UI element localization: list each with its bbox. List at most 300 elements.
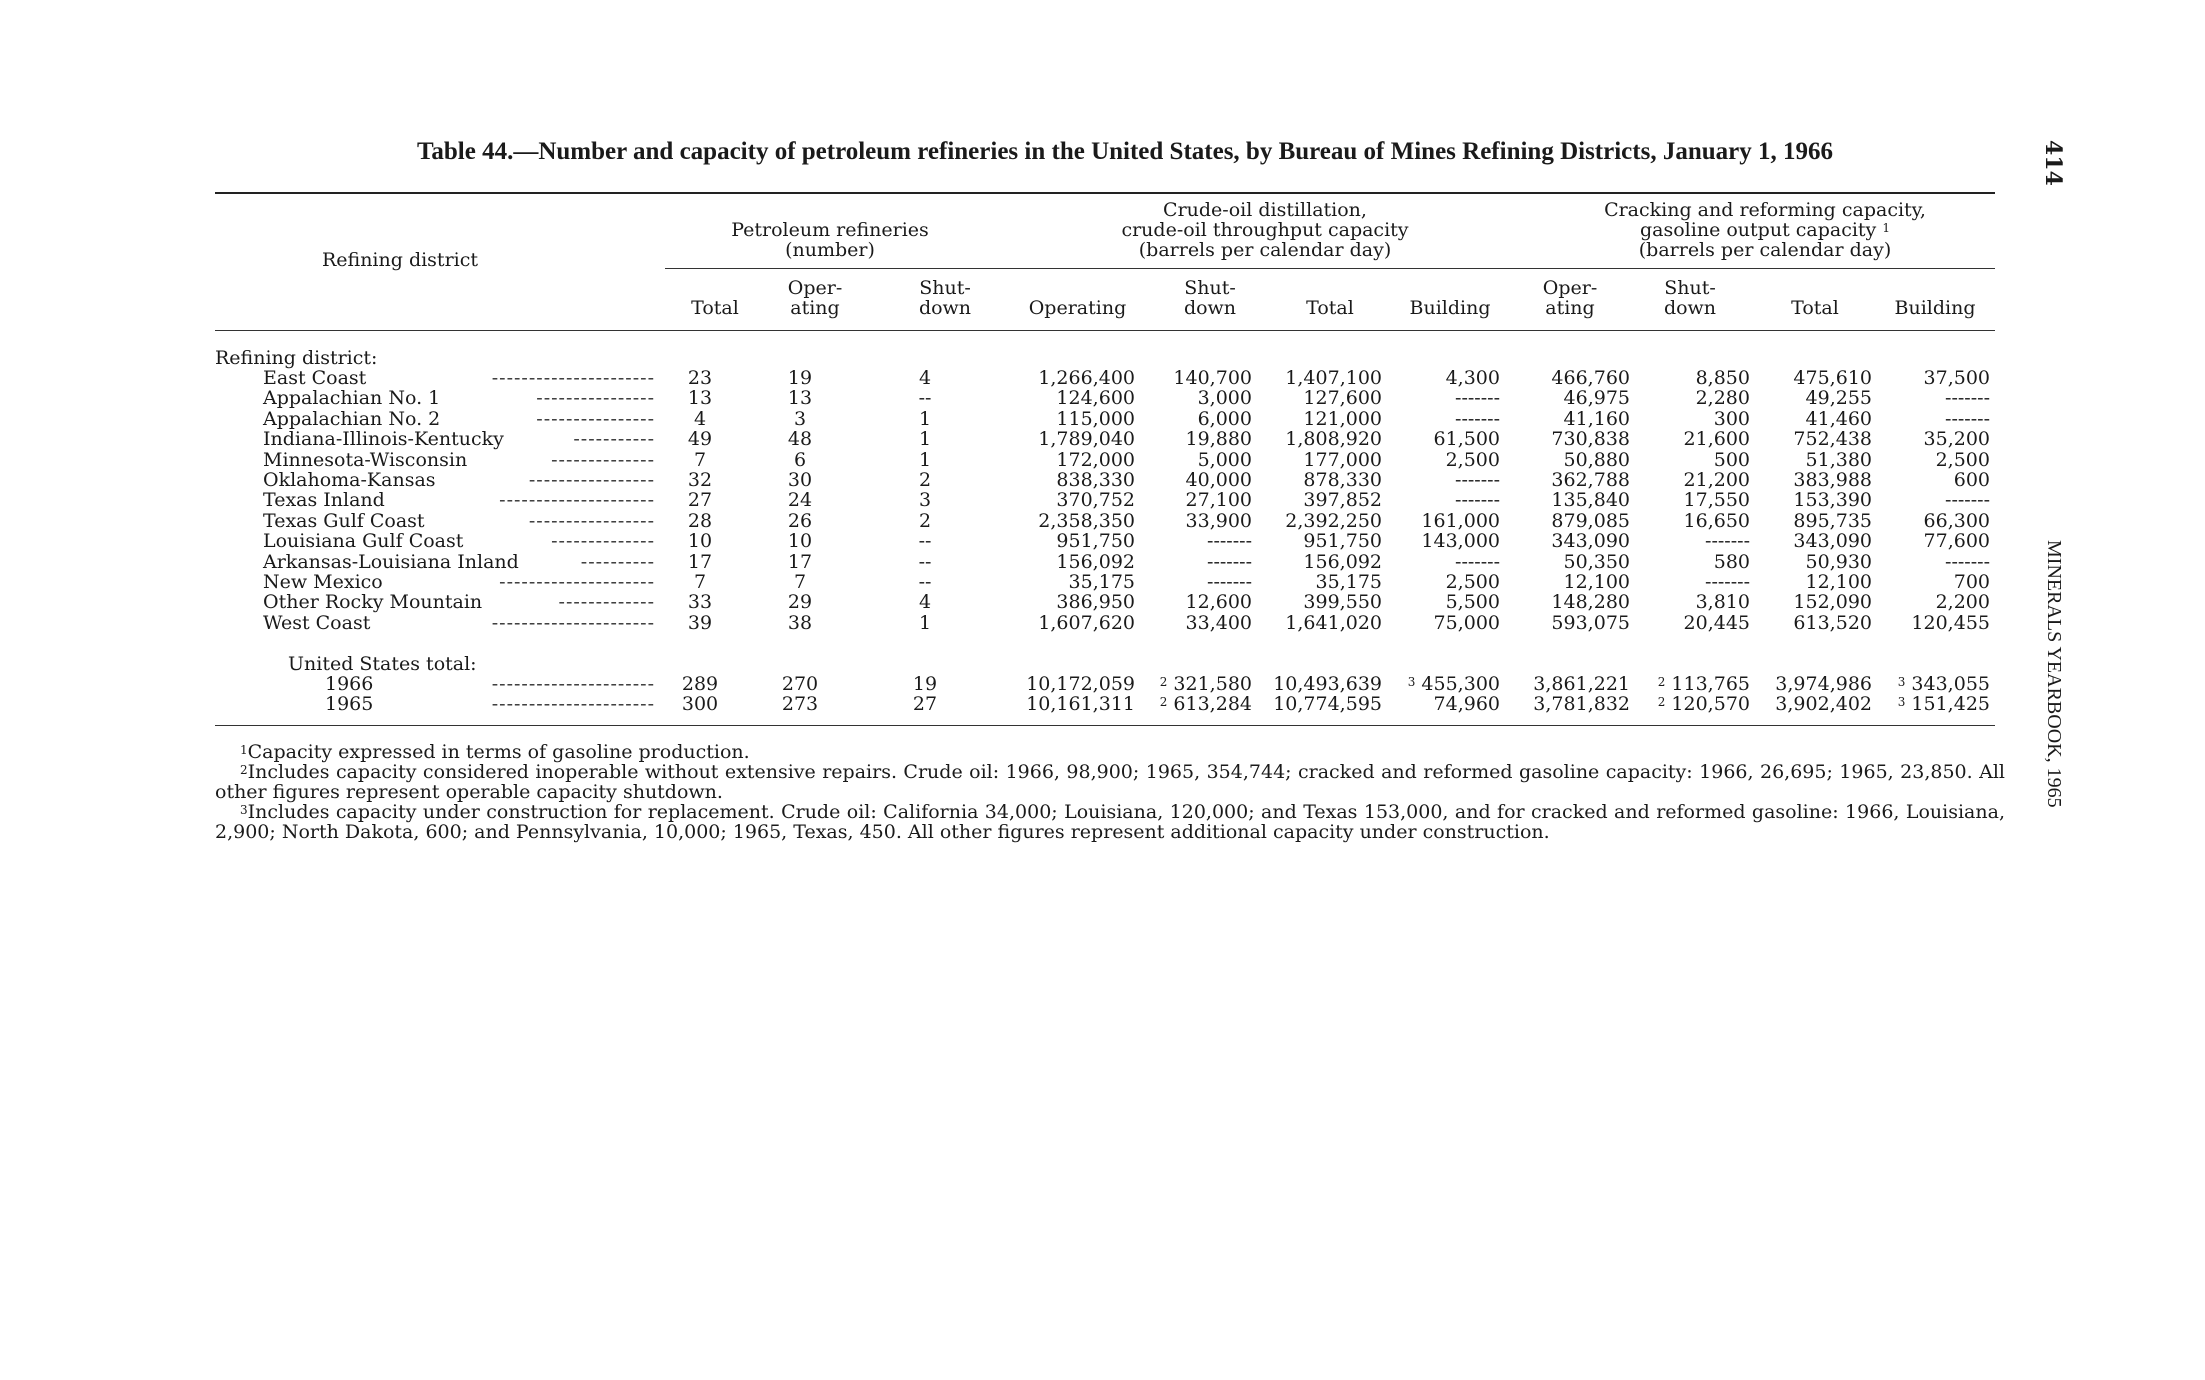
cell-g-build <box>1911 613 1990 633</box>
row-label: Indiana-Illinois-Kentucky <box>263 428 504 451</box>
cell-shutdown <box>895 409 955 429</box>
cell-operating <box>770 511 830 531</box>
cell-value: ------- <box>1945 407 1990 430</box>
cell-value: 13 <box>787 387 813 410</box>
cell-c-total <box>1316 572 1382 592</box>
cell-c-oper <box>1026 674 1135 694</box>
cell-value: 10,172,059 <box>1026 673 1135 695</box>
cell-value: 50,350 <box>1563 550 1630 573</box>
cell-g-shut <box>1696 368 1750 388</box>
cell-value: 115,000 <box>1056 407 1135 430</box>
cell-shutdown <box>895 674 955 694</box>
cell-c-total <box>1285 429 1382 449</box>
col-gas-total: Total <box>1791 297 1839 319</box>
cell-value: 74,960 <box>1433 693 1500 716</box>
page-number: 414 <box>2040 140 2066 186</box>
cell-value: 730,838 <box>1551 428 1630 451</box>
cell-c-total <box>1285 613 1382 633</box>
cell-c-oper <box>1056 409 1135 429</box>
dot-leader: ---------------------- <box>491 673 655 695</box>
cell-c-shut <box>1186 470 1252 490</box>
footnote-3 <box>215 802 2005 842</box>
cell-g-oper <box>1551 368 1630 388</box>
cell-value: 386,950 <box>1056 591 1135 614</box>
cell-value: 1,407,100 <box>1285 367 1382 389</box>
cell-shutdown <box>895 388 955 408</box>
cell-total <box>670 674 730 694</box>
col-oper-l1: Oper- <box>787 277 843 299</box>
cell-value: 177,000 <box>1303 448 1382 471</box>
cell-value: 273 <box>781 693 819 716</box>
cell-value: 580 <box>1713 550 1750 573</box>
cell-c-shut <box>1207 572 1252 592</box>
cell-value: 10,493,639 <box>1273 673 1382 695</box>
cell-g-build <box>1945 388 1990 408</box>
cell-value: 49,255 <box>1805 387 1872 410</box>
cell-g-total <box>1806 409 1872 429</box>
cell-value: 20,445 <box>1683 611 1750 634</box>
cell-value: 41,160 <box>1563 407 1630 430</box>
cell-c-total <box>1303 409 1382 429</box>
footnote-2-text: Includes capacity considered inoperable without extensive repairs. Crude oil: 1966, 98,900; 1965, 354,744; cracked and reformed gasoline capacity: 1966, 26,695; 1965, 23,850. All other figures represent operable capacity shutdown. <box>215 761 2005 803</box>
cell-operating <box>770 409 830 429</box>
cell-value: ------- <box>1207 550 1252 573</box>
cell-value: 172,000 <box>1056 448 1135 471</box>
cell-g-build <box>1936 592 1990 612</box>
cell-value: 46,975 <box>1563 387 1630 410</box>
row-label: Minnesota-Wisconsin <box>263 448 468 471</box>
col-total: Total <box>691 297 739 319</box>
cell-value: 4 <box>693 407 707 430</box>
table-row <box>0 674 2205 694</box>
cell-c-build <box>1455 490 1500 510</box>
row-label: Oklahoma-Kansas <box>263 469 436 491</box>
cell-value: 23 <box>687 367 713 389</box>
dot-leader: ---------- <box>580 550 655 573</box>
cell-value: -- <box>918 550 932 573</box>
cell-value: 38 <box>787 611 813 634</box>
table-row <box>0 613 2205 633</box>
cell-value: ------- <box>1945 387 1990 410</box>
cell-shutdown <box>895 511 955 531</box>
cell-value: 879,085 <box>1551 509 1630 532</box>
col-crude-total: Total <box>1306 297 1354 319</box>
cell-value: 12,100 <box>1563 571 1630 593</box>
cell-value: 40,000 <box>1185 469 1252 491</box>
row-label: Texas Gulf Coast <box>263 509 425 532</box>
cell-c-build <box>1446 592 1500 612</box>
group2-line1: Crude-oil distillation, <box>1163 199 1367 221</box>
cell-shutdown <box>895 470 955 490</box>
cell-value: 2,392,250 <box>1285 509 1382 532</box>
cell-g-shut <box>1705 572 1750 592</box>
cell-value: 10,774,595 <box>1273 693 1382 716</box>
cell-g-total <box>1806 572 1872 592</box>
cell-value: 7 <box>693 571 707 593</box>
cell-total <box>670 409 730 429</box>
group2-line2: crude-oil throughput capacity <box>1121 219 1409 241</box>
cell-c-oper <box>1056 552 1135 572</box>
col-goper-l2: ating <box>1545 297 1595 319</box>
cell-value: 1,266,400 <box>1038 367 1135 389</box>
cell-g-shut <box>1658 674 1750 694</box>
cell-g-oper <box>1551 511 1630 531</box>
cell-value: 300 <box>1713 407 1750 430</box>
cell-value: 300 <box>681 693 719 716</box>
cell-c-total <box>1303 388 1382 408</box>
cell-c-shut <box>1186 592 1252 612</box>
cell-value: 343,055 <box>1911 673 1990 695</box>
footnote-ref: 2 <box>1159 695 1168 710</box>
cell-g-oper <box>1551 592 1630 612</box>
cell-value: 951,750 <box>1303 530 1382 553</box>
cell-value: 466,760 <box>1551 367 1630 389</box>
cell-g-oper <box>1564 450 1630 470</box>
cell-g-shut <box>1684 511 1750 531</box>
group3-line2 <box>1540 220 1990 240</box>
header-bottom-rule <box>215 330 1995 331</box>
cell-value: 6 <box>793 448 807 471</box>
cell-g-total <box>1806 388 1872 408</box>
row-label: 1965 <box>325 693 374 716</box>
cell-value: 3,810 <box>1695 591 1750 614</box>
cell-g-shut <box>1684 613 1750 633</box>
cell-value: 2,500 <box>1445 571 1500 593</box>
cell-value: 3 <box>793 407 807 430</box>
footnote-2 <box>215 762 2005 802</box>
cell-g-total <box>1806 552 1872 572</box>
table-row <box>0 694 2205 714</box>
cell-value: 3,781,832 <box>1533 693 1630 716</box>
cell-g-total <box>1793 531 1872 551</box>
cell-shutdown <box>895 429 955 449</box>
cell-g-total <box>1793 429 1872 449</box>
cell-value: 1,789,040 <box>1038 428 1135 451</box>
cell-value: ------- <box>1455 550 1500 573</box>
cell-g-shut <box>1714 552 1750 572</box>
cell-c-shut <box>1198 388 1252 408</box>
cell-value: 752,438 <box>1793 428 1872 451</box>
cell-value: 61,500 <box>1433 428 1500 451</box>
footnote-ref: 2 <box>1657 695 1666 710</box>
cell-value: 7 <box>793 571 807 593</box>
cell-c-total <box>1303 450 1382 470</box>
cell-value: -- <box>918 387 932 410</box>
cell-value: 21,600 <box>1683 428 1750 451</box>
cell-g-oper <box>1551 429 1630 449</box>
cell-value: 17,550 <box>1683 489 1750 512</box>
cell-value: 2 <box>918 509 932 532</box>
col-shutdown <box>900 278 990 318</box>
cell-value: 700 <box>1953 571 1990 593</box>
cell-c-build <box>1421 511 1500 531</box>
cell-value: 12,100 <box>1805 571 1872 593</box>
cell-g-oper <box>1564 552 1630 572</box>
cell-value: 500 <box>1713 448 1750 471</box>
cell-value: 32 <box>687 469 713 491</box>
cell-c-oper <box>1038 429 1135 449</box>
group3-line2-text: gasoline output capacity <box>1640 219 1877 241</box>
cell-value: 838,330 <box>1056 469 1135 491</box>
cell-value: 397,852 <box>1303 489 1382 512</box>
footnote-1-text: Capacity expressed in terms of gasoline production. <box>247 741 750 763</box>
cell-value: 21,200 <box>1683 469 1750 491</box>
stub-header: Refining district <box>321 249 479 271</box>
col-goper-l1: Oper- <box>1542 277 1598 299</box>
cell-value: 1 <box>918 448 932 471</box>
cell-g-oper <box>1551 531 1630 551</box>
cell-value: 455,300 <box>1421 673 1500 695</box>
cell-c-build <box>1434 694 1500 714</box>
cell-g-shut <box>1705 531 1750 551</box>
us-total-label-row <box>0 654 2205 674</box>
cell-c-total <box>1303 552 1382 572</box>
cell-value: 156,092 <box>1303 550 1382 573</box>
cell-value: ------- <box>1455 489 1500 512</box>
cell-g-build <box>1936 450 1990 470</box>
dot-leader: ---------------------- <box>491 367 655 389</box>
cell-value: 8,850 <box>1695 367 1750 389</box>
cell-value: ------- <box>1455 407 1500 430</box>
cell-value: 593,075 <box>1551 611 1630 634</box>
us-total-label: United States total: <box>288 653 477 675</box>
cell-value: 613,284 <box>1173 693 1252 716</box>
cell-c-total <box>1273 694 1382 714</box>
cell-value: 27 <box>912 693 938 716</box>
cell-value: 77,600 <box>1923 530 1990 553</box>
dot-leader: ----------------- <box>528 469 655 491</box>
cell-value: 343,090 <box>1551 530 1630 553</box>
cell-value: 151,425 <box>1911 693 1990 716</box>
cell-value: 2,500 <box>1445 448 1500 471</box>
col-oper-l2: ating <box>790 297 840 319</box>
cell-value: 895,735 <box>1793 509 1872 532</box>
cell-value: 50,880 <box>1563 448 1630 471</box>
cell-value: 2,200 <box>1935 591 1990 614</box>
footnote-ref: 3 <box>1897 695 1906 710</box>
cell-value: 1,808,920 <box>1285 428 1382 451</box>
cell-value: 35,200 <box>1923 428 1990 451</box>
cell-value: 143,000 <box>1421 530 1500 553</box>
col-cshut-l2: down <box>1183 297 1237 319</box>
table-row <box>0 388 2205 408</box>
running-head: MINERALS YEARBOOK, 1965 <box>2043 540 2065 808</box>
dot-leader: -------------- <box>551 448 655 471</box>
dot-leader: ---------------------- <box>491 693 655 716</box>
cell-c-total <box>1303 592 1382 612</box>
cell-value: 10 <box>787 530 813 553</box>
cell-g-shut <box>1658 694 1750 714</box>
cell-value: 120,570 <box>1671 693 1750 716</box>
cell-g-oper <box>1551 490 1630 510</box>
cell-value: ------- <box>1455 387 1500 410</box>
group3-line3: (barrels per calendar day) <box>1638 239 1892 261</box>
cell-value: 19 <box>912 673 938 695</box>
col-gas-operating <box>1520 278 1620 318</box>
cell-value: 1 <box>918 611 932 634</box>
cell-value: 16,650 <box>1683 509 1750 532</box>
cell-value: 51,380 <box>1805 448 1872 471</box>
cell-g-shut <box>1714 409 1750 429</box>
cell-total <box>670 490 730 510</box>
cell-c-shut <box>1186 429 1252 449</box>
dot-leader: -------------- <box>551 530 655 553</box>
cell-c-total <box>1303 470 1382 490</box>
cell-c-oper <box>1038 613 1135 633</box>
cell-shutdown <box>895 490 955 510</box>
cell-operating <box>770 490 830 510</box>
cell-g-build <box>1945 490 1990 510</box>
cell-g-shut <box>1714 450 1750 470</box>
table-row <box>0 531 2205 551</box>
table-row <box>0 368 2205 388</box>
cell-c-oper <box>1056 470 1135 490</box>
cell-value: 3 <box>918 489 932 512</box>
cell-value: 600 <box>1953 469 1990 491</box>
cell-g-total <box>1793 511 1872 531</box>
cell-value: 49 <box>687 428 713 451</box>
cell-g-build <box>1954 470 1990 490</box>
cell-value: 113,765 <box>1671 673 1750 695</box>
col-crude-shutdown <box>1160 278 1260 318</box>
dot-leader: ---------------- <box>536 387 655 410</box>
cell-c-build <box>1455 470 1500 490</box>
cell-value: ------- <box>1455 469 1500 491</box>
col-gshut-l2: down <box>1663 297 1717 319</box>
cell-operating <box>770 388 830 408</box>
cell-total <box>670 511 730 531</box>
cell-value: 878,330 <box>1303 469 1382 491</box>
cell-c-build <box>1446 450 1500 470</box>
cell-value: 370,752 <box>1056 489 1135 512</box>
group-cracking-header <box>1540 200 1990 260</box>
cell-value: 5,000 <box>1197 448 1252 471</box>
cell-g-build <box>1898 694 1990 714</box>
cell-value: 951,750 <box>1056 530 1135 553</box>
cell-value: 1,607,620 <box>1038 611 1135 634</box>
cell-value: 10,161,311 <box>1026 693 1135 716</box>
group-rule <box>665 268 1995 269</box>
row-label: Appalachian No. 2 <box>263 407 441 430</box>
cell-g-build <box>1954 572 1990 592</box>
section-label: Refining district: <box>215 347 378 369</box>
cell-value: 41,460 <box>1805 407 1872 430</box>
cell-c-total <box>1303 490 1382 510</box>
cell-value: 12,600 <box>1185 591 1252 614</box>
cell-value: 29 <box>787 591 813 614</box>
cell-value: 121,000 <box>1303 407 1382 430</box>
footnote-1-marker: 1 <box>240 743 248 757</box>
cell-g-total <box>1793 368 1872 388</box>
cell-c-oper <box>1056 388 1135 408</box>
cell-c-shut <box>1207 531 1252 551</box>
cell-value: 1 <box>918 428 932 451</box>
cell-value: 30 <box>787 469 813 491</box>
cell-g-total <box>1793 613 1872 633</box>
cell-c-total <box>1303 531 1382 551</box>
cell-operating <box>770 613 830 633</box>
cell-g-oper <box>1564 409 1630 429</box>
cell-value: 1 <box>918 407 932 430</box>
cell-g-shut <box>1696 388 1750 408</box>
cell-value: 613,520 <box>1793 611 1872 634</box>
cell-value: 2,358,350 <box>1038 509 1135 532</box>
cell-value: 35,175 <box>1315 571 1382 593</box>
cell-g-build <box>1945 552 1990 572</box>
group-refineries-header <box>680 220 980 260</box>
table-row <box>0 490 2205 510</box>
cell-value: 66,300 <box>1923 509 1990 532</box>
cell-g-build <box>1924 368 1990 388</box>
cell-total <box>670 450 730 470</box>
cell-value: 399,550 <box>1303 591 1382 614</box>
cell-value: 7 <box>693 448 707 471</box>
cell-value: 48 <box>787 428 813 451</box>
cell-c-build <box>1434 613 1500 633</box>
cell-c-oper <box>1056 450 1135 470</box>
cell-g-shut <box>1684 490 1750 510</box>
cell-value: 362,788 <box>1551 469 1630 491</box>
cell-value: 75,000 <box>1433 611 1500 634</box>
cell-value: 35,175 <box>1068 571 1135 593</box>
cell-value: 2,280 <box>1695 387 1750 410</box>
cell-value: 140,700 <box>1173 367 1252 389</box>
table-bottom-rule <box>215 725 1995 726</box>
cell-value: 17 <box>787 550 813 573</box>
cell-c-shut <box>1186 511 1252 531</box>
cell-value: ------- <box>1945 489 1990 512</box>
dot-leader: ----------------- <box>528 509 655 532</box>
cell-value: 37,500 <box>1923 367 1990 389</box>
cell-g-build <box>1945 409 1990 429</box>
dot-leader: ------------- <box>558 591 655 614</box>
cell-c-shut <box>1198 409 1252 429</box>
cell-value: 4,300 <box>1445 367 1500 389</box>
cell-value: -- <box>918 571 932 593</box>
col-crude-operating: Operating <box>1028 297 1127 319</box>
col-gas-building: Building <box>1894 297 1976 319</box>
cell-c-build <box>1408 674 1500 694</box>
cell-c-oper <box>1069 572 1135 592</box>
cell-operating <box>770 368 830 388</box>
cell-value: 4 <box>918 367 932 389</box>
dot-leader: ---------------------- <box>491 611 655 634</box>
cell-value: 6,000 <box>1197 407 1252 430</box>
cell-value: 127,600 <box>1303 387 1382 410</box>
group3-line1: Cracking and reforming capacity, <box>1604 199 1926 221</box>
cell-value: 28 <box>687 509 713 532</box>
cell-g-total <box>1806 450 1872 470</box>
cell-value: 19,880 <box>1185 428 1252 451</box>
table-title: Table 44.—Number and capacity of petroleum refineries in the United States, by Bureau of Mines Refining Districts, January 1, 1966 <box>417 138 1833 165</box>
cell-shutdown <box>895 592 955 612</box>
cell-operating <box>770 552 830 572</box>
cell-c-build <box>1446 572 1500 592</box>
row-label: East Coast <box>263 367 367 389</box>
cell-value: 33 <box>687 591 713 614</box>
group1-line2: (number) <box>785 239 875 261</box>
cell-operating <box>770 531 830 551</box>
cell-c-build <box>1446 368 1500 388</box>
cell-value: 5,500 <box>1445 591 1500 614</box>
cell-value: 19 <box>787 367 813 389</box>
cell-shutdown <box>895 613 955 633</box>
table-row <box>0 552 2205 572</box>
section-label-row <box>0 348 2205 368</box>
cell-operating <box>770 450 830 470</box>
cell-g-total <box>1775 674 1872 694</box>
footnote-ref: 3 <box>1407 675 1416 689</box>
